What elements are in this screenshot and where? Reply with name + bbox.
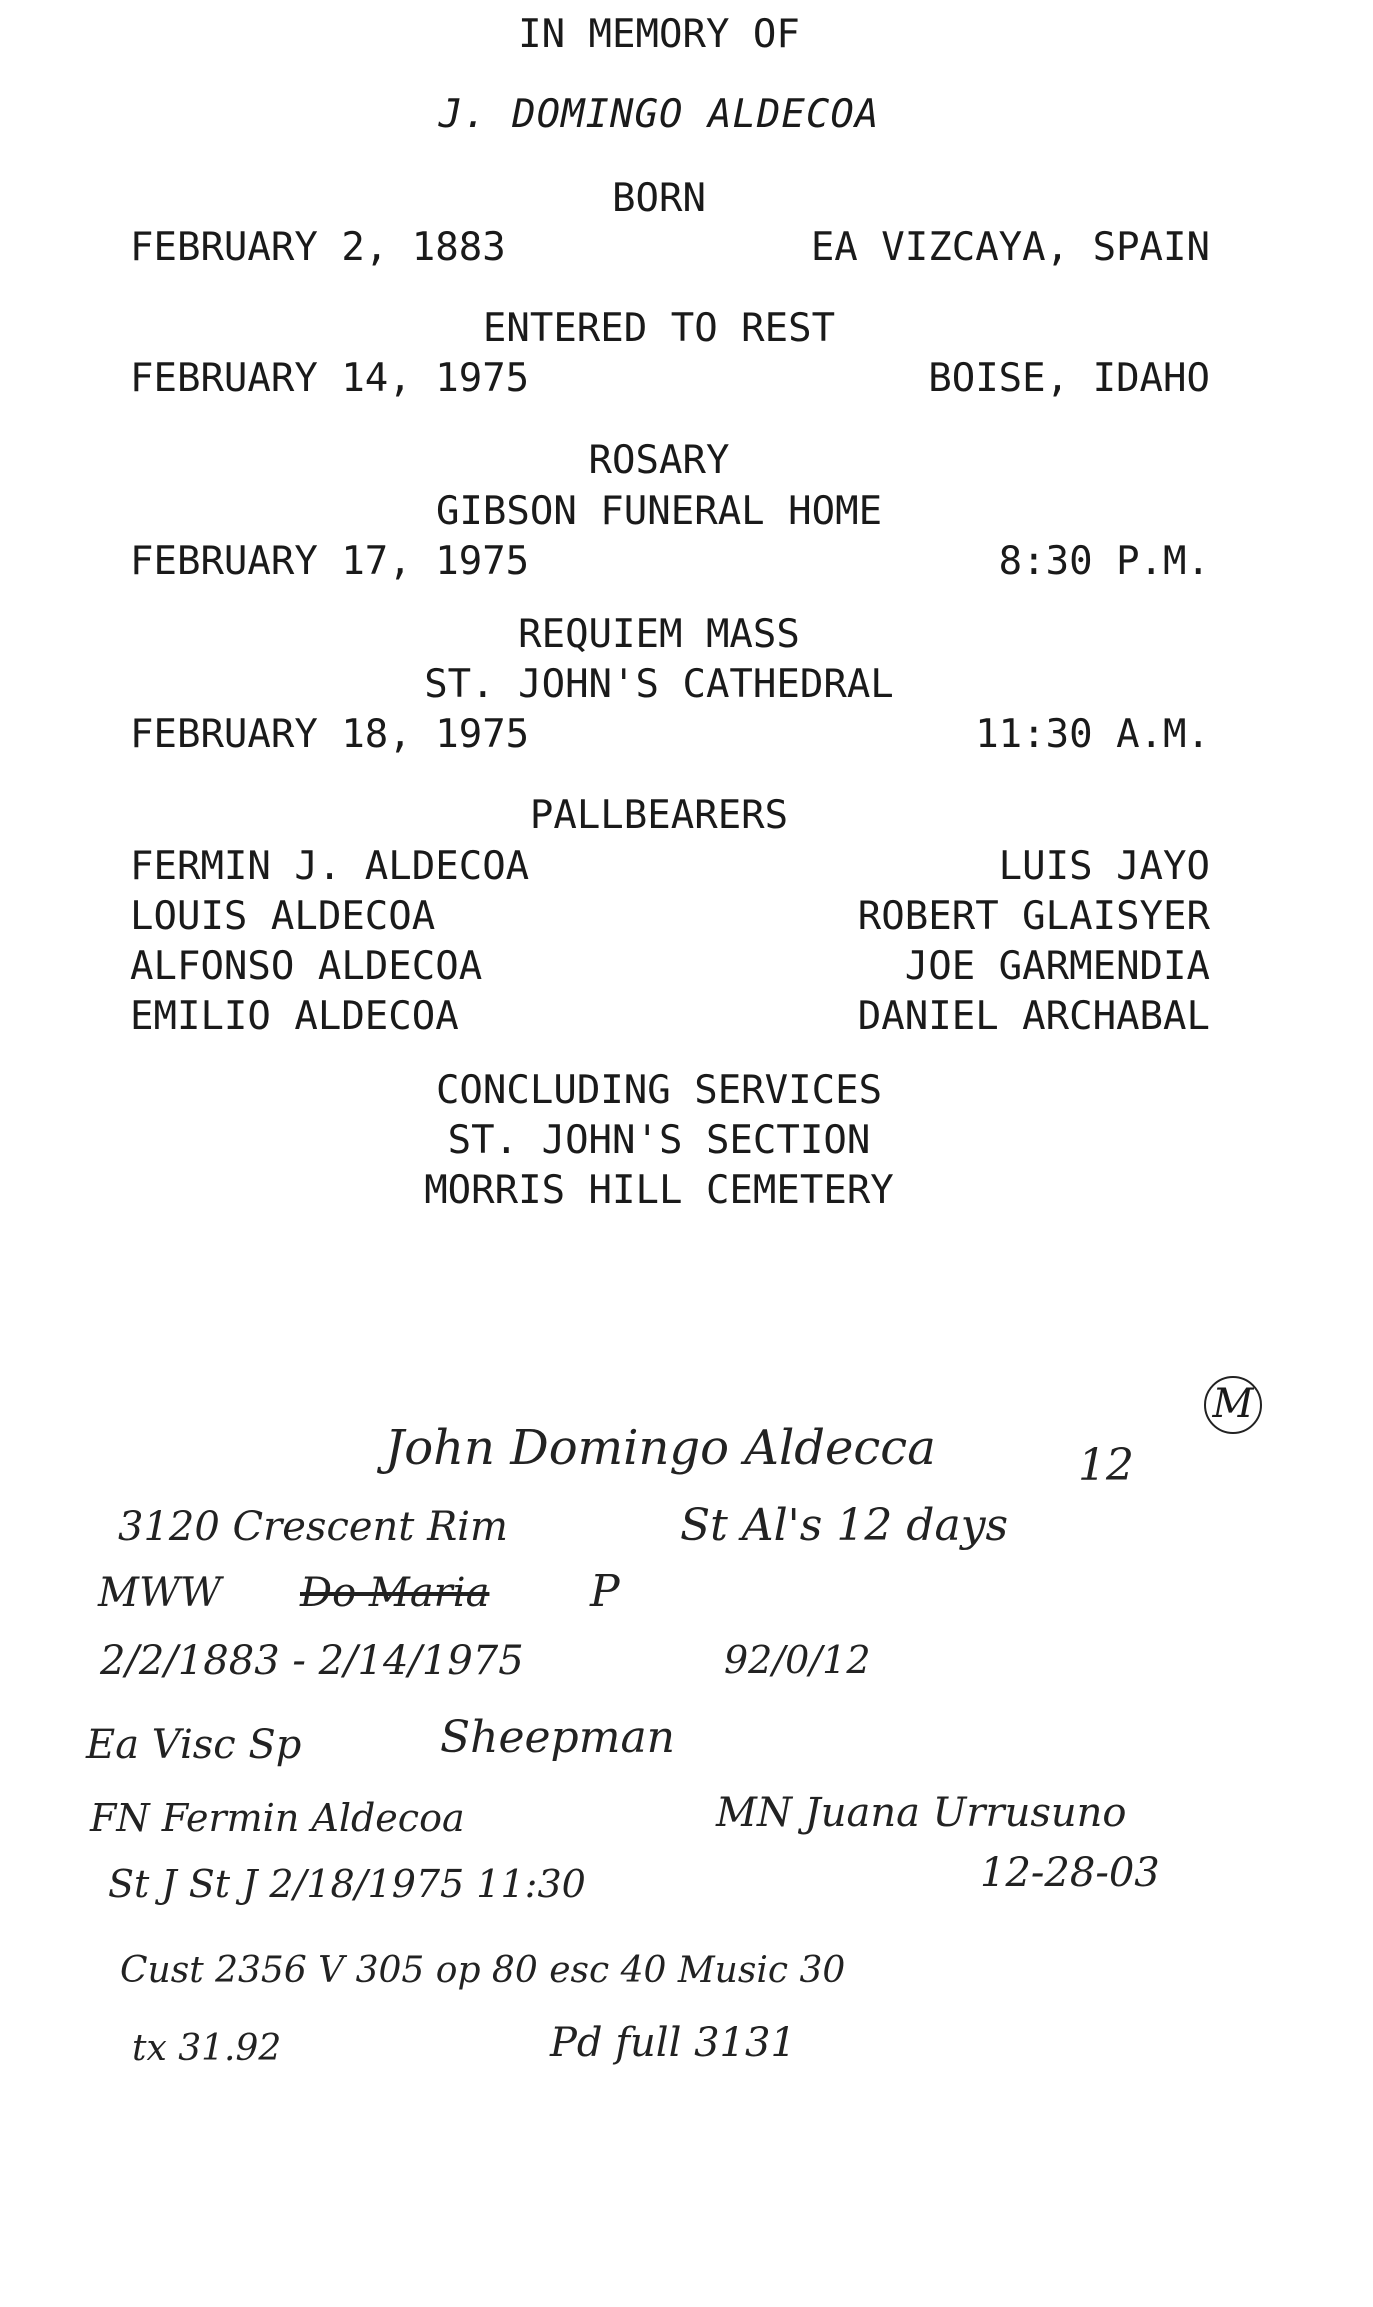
concluding-cemetery: MORRIS HILL CEMETERY <box>424 1168 894 1213</box>
pallbearer-left: EMILIO ALDECOA <box>130 994 459 1039</box>
pallbearer-right: JOE GARMENDIA <box>904 944 1210 989</box>
note-address: 3120 Crescent Rim <box>118 1504 508 1550</box>
note-father: FN Fermin Aldecoa <box>90 1796 465 1840</box>
note-paid: Pd full 3131 <box>550 2020 796 2066</box>
born-label: BORN <box>612 176 706 221</box>
pallbearer-left: ALFONSO ALDECOA <box>130 944 483 989</box>
note-struck-text: Do Maria <box>300 1570 490 1616</box>
note-lifespan: 2/2/1883 - 2/14/1975 <box>100 1638 524 1684</box>
note-birthplace: Ea Visc Sp <box>86 1722 302 1768</box>
note-date: 12-28-03 <box>980 1850 1160 1896</box>
pallbearer-right: ROBERT GLAISYER <box>857 894 1210 939</box>
rosary-time: 8:30 P.M. <box>998 539 1210 584</box>
pallbearers-label: PALLBEARERS <box>529 793 789 838</box>
rest-date: FEBRUARY 14, 1975 <box>130 356 530 401</box>
circled-letter-mark: M <box>1204 1376 1262 1434</box>
born-date: FEBRUARY 2, 1883 <box>130 225 506 270</box>
concluding-label: CONCLUDING SERVICES <box>435 1068 883 1113</box>
rosary-label: ROSARY <box>588 438 730 483</box>
note-tax: tx 31.92 <box>132 2028 282 2069</box>
pallbearer-left: LOUIS ALDECOA <box>130 894 436 939</box>
mass-time: 11:30 A.M. <box>975 712 1210 757</box>
born-place: EA VIZCAYA, SPAIN <box>810 225 1210 270</box>
note-mother: MN Juana Urrusuno <box>716 1790 1127 1836</box>
pallbearer-left: FERMIN J. ALDECOA <box>130 844 530 889</box>
note-name: John Domingo Aldecca <box>385 1420 936 1476</box>
note-age: 92/0/12 <box>724 1638 871 1682</box>
pallbearer-right: LUIS JAYO <box>998 844 1210 889</box>
card-heading: IN MEMORY OF <box>518 12 800 57</box>
mass-label: REQUIEM MASS <box>518 612 800 657</box>
note-costs: Cust 2356 V 305 op 80 esc 40 Music 30 <box>120 1950 846 1991</box>
deceased-name: J. DOMINGO ALDECOA <box>438 92 880 137</box>
rest-label: ENTERED TO REST <box>482 306 836 351</box>
mass-date: FEBRUARY 18, 1975 <box>130 712 530 757</box>
note-service: St J St J 2/18/1975 11:30 <box>108 1862 586 1906</box>
mass-place: ST. JOHN'S CATHEDRAL <box>424 662 894 707</box>
rosary-place: GIBSON FUNERAL HOME <box>435 489 883 534</box>
rest-place: BOISE, IDAHO <box>928 356 1210 401</box>
note-marital: MWW <box>98 1570 222 1616</box>
rosary-date: FEBRUARY 17, 1975 <box>130 539 530 584</box>
note-occupation: Sheepman <box>440 1712 676 1763</box>
note-marital-suffix: P <box>590 1566 620 1617</box>
concluding-section: ST. JOHN'S SECTION <box>447 1118 871 1163</box>
pallbearer-right: DANIEL ARCHABAL <box>857 994 1210 1039</box>
note-hospital: St Al's 12 days <box>680 1500 1009 1551</box>
note-number: 12 <box>1078 1440 1134 1491</box>
